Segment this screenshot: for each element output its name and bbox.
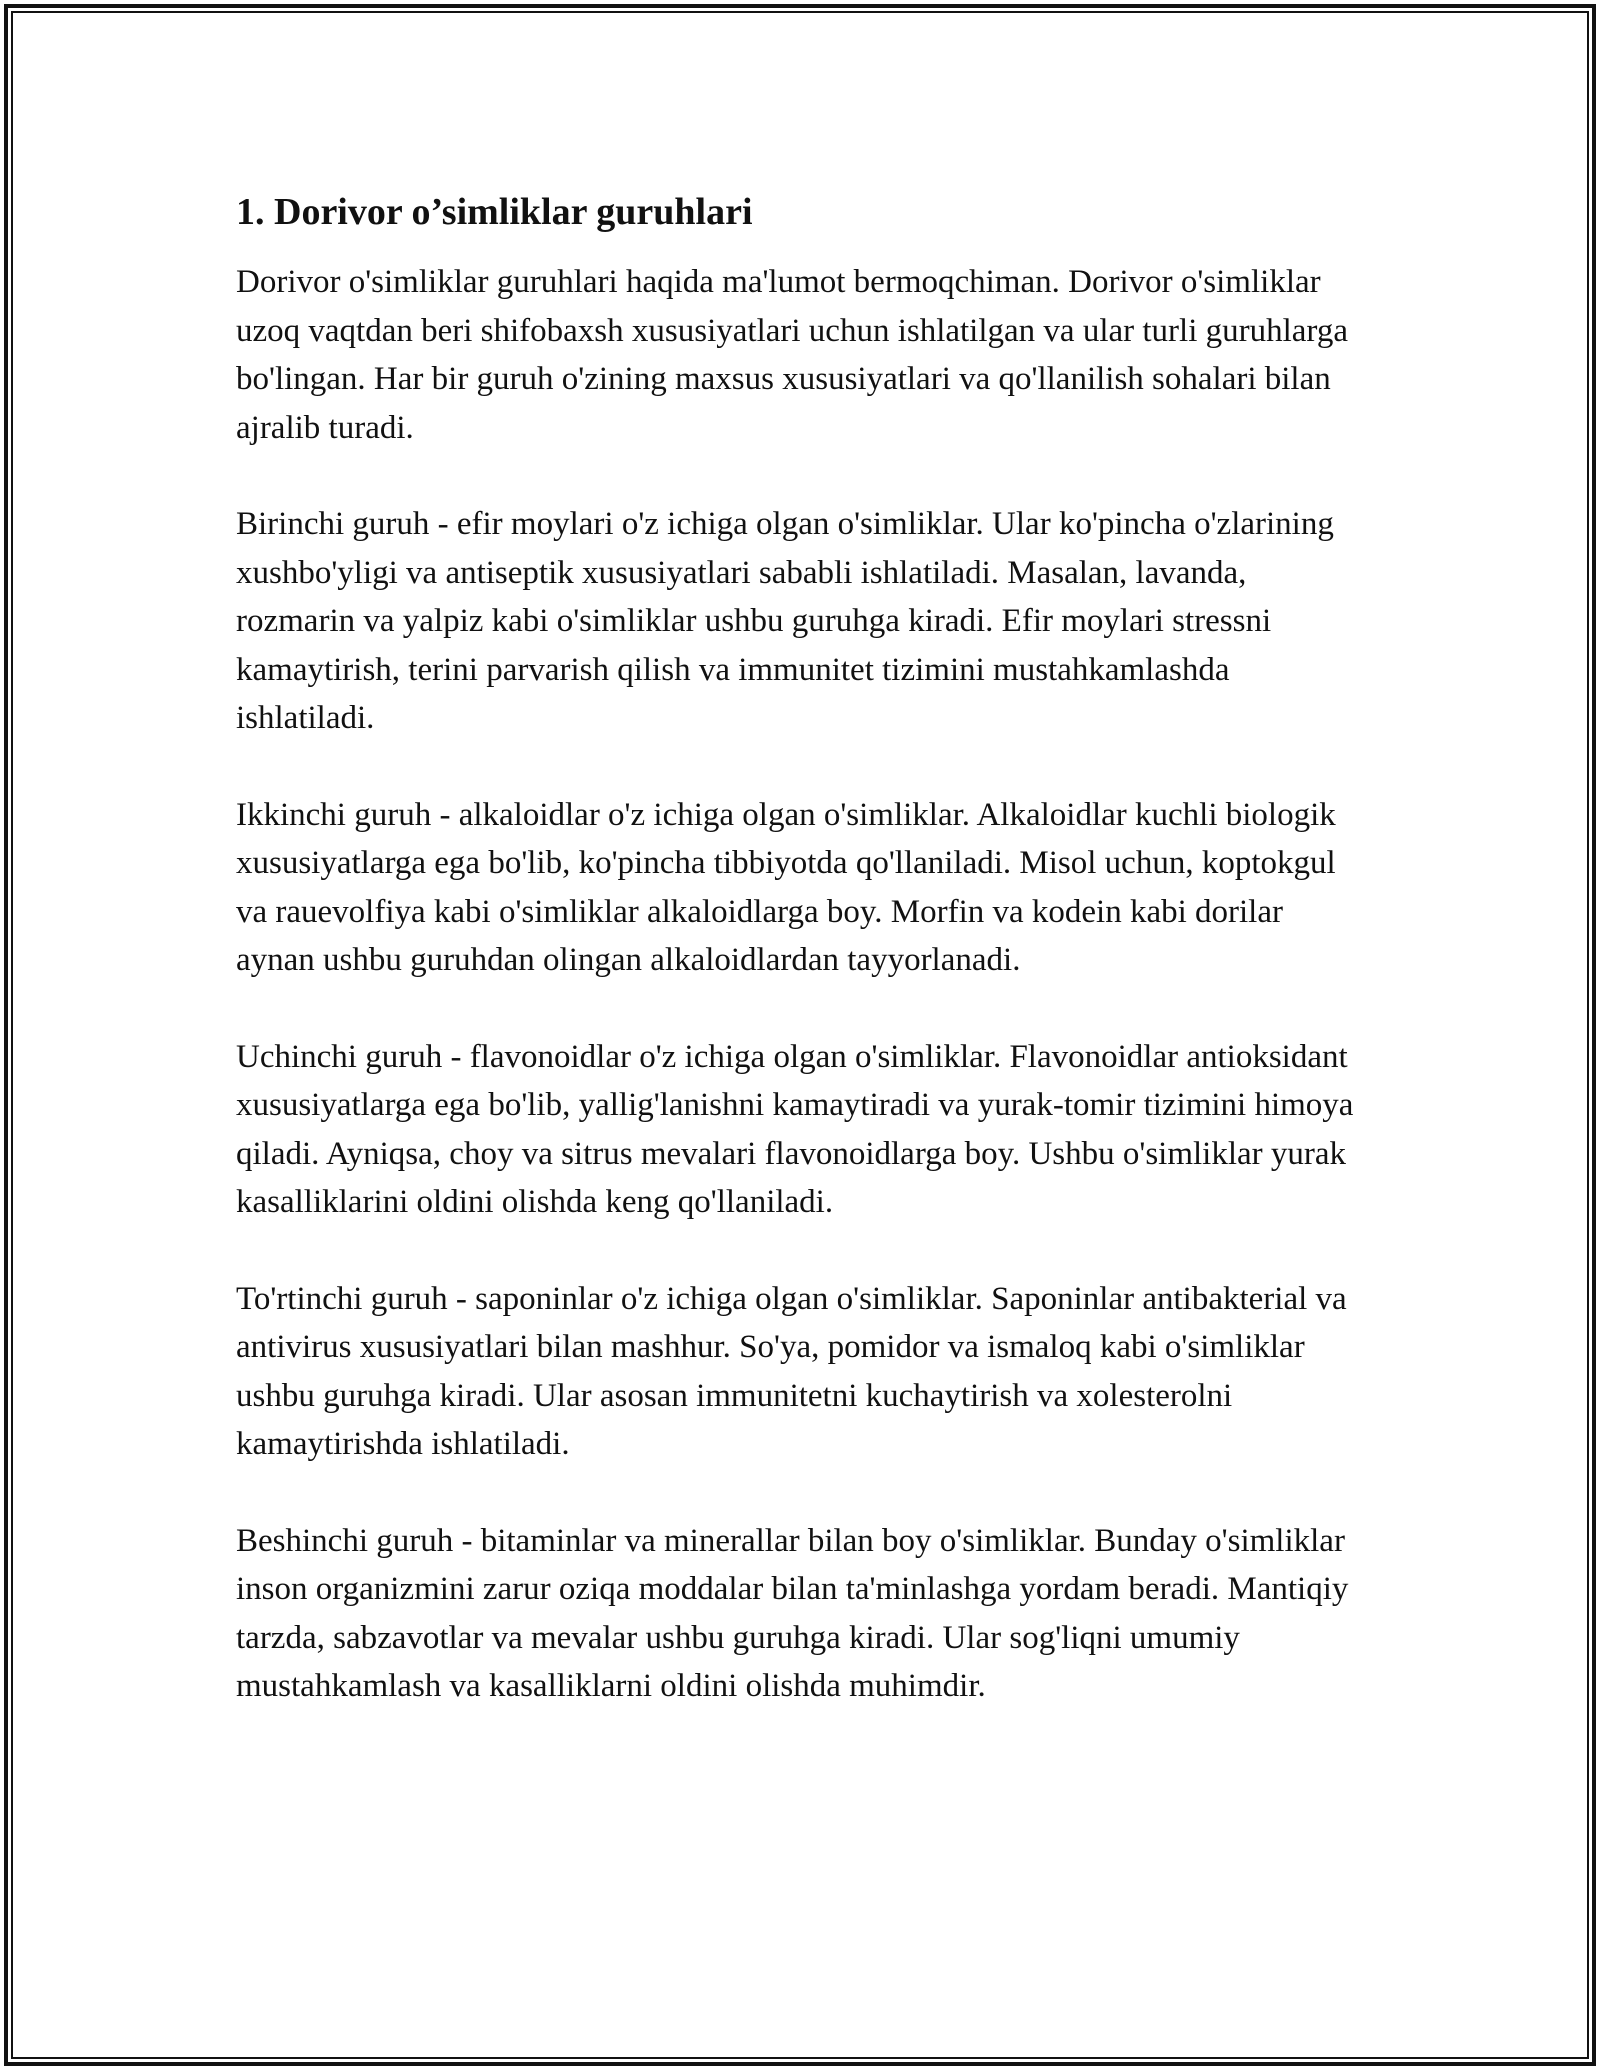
paragraph-group-4: To'rtinchi guruh - saponinlar o'z ichiga olgan o'simliklar. Saponinlar antibakterial va antivirus xususiyatlari bilan mashhur. So'ya, pomidor va ismaloq kabi o'simliklar ushbu guruhga kiradi. Ular asosan immunitetni kuchaytirish va xolesterolni kamaytirishda ishlatiladi. [236,1280,1347,1462]
section-heading: 1. Dorivor o’simliklar guruhlari [236,191,753,233]
paragraph-intro: Dorivor o'simliklar guruhlari haqida ma'lumot bermoqchiman. Dorivor o'simliklar uzoq vaqtdan beri shifobaxsh xususiyatlari uchun ishlatilgan va ular turli guruhlarga bo'lingan. Har bir guruh o'zining maxsus xususiyatlari va qo'llanilish sohalari bilan ajralib turadi. [236,264,1348,446]
paragraph-group-1: Birinchi guruh - efir moylari o'z ichiga olgan o'simliklar. Ular ko'pincha o'zlarining xushbo'yligi va antiseptik xususiyatlari sababli ishlatiladi. Masalan, lavanda, rozmarin va yalpiz kabi o'simliklar ushbu guruhga kiradi. Efir moylari stressni kamaytirish, terini parvarish qilish va immunitet tizimini mustahkamlashda ishlatiladi. [236,506,1334,736]
paragraph-group-3: Uchinchi guruh - flavonoidlar o'z ichiga olgan o'simliklar. Flavonoidlar antioksidant xususiyatlarga ega bo'lib, yallig'lanishni kamaytiradi va yurak-tomir tizimini himoya qiladi. Ayniqsa, choy va sitrus mevalari flavonoidlarga boy. Ushbu o'simliklar yurak kasalliklarini oldini olishda keng qo'llaniladi. [236,1038,1354,1220]
paragraph-group-2: Ikkinchi guruh - alkaloidlar o'z ichiga olgan o'simliklar. Alkaloidlar kuchli biologik xususiyatlarga ega bo'lib, ko'pincha tibbiyotda qo'llaniladi. Misol uchun, koptokgul va rauevolfiya kabi o'simliklar alkaloidlarga boy. Morfin va kodein kabi dorilar aynan ushbu guruhdan olingan alkaloidlardan tayyorlanadi. [236,796,1336,978]
document-body [236,188,1366,1759]
paragraph-group-5: Beshinchi guruh - bitaminlar va minerallar bilan boy o'simliklar. Bunday o'simliklar inson organizmini zarur oziqa moddalar bilan ta'minlashga yordam beradi. Mantiqiy tarzda, sabzavotlar va mevalar ushbu guruhga kiradi. Ular sog'liqni umumiy mustahkamlash va kasalliklarni oldini olishda muhimdir. [236,1522,1349,1704]
